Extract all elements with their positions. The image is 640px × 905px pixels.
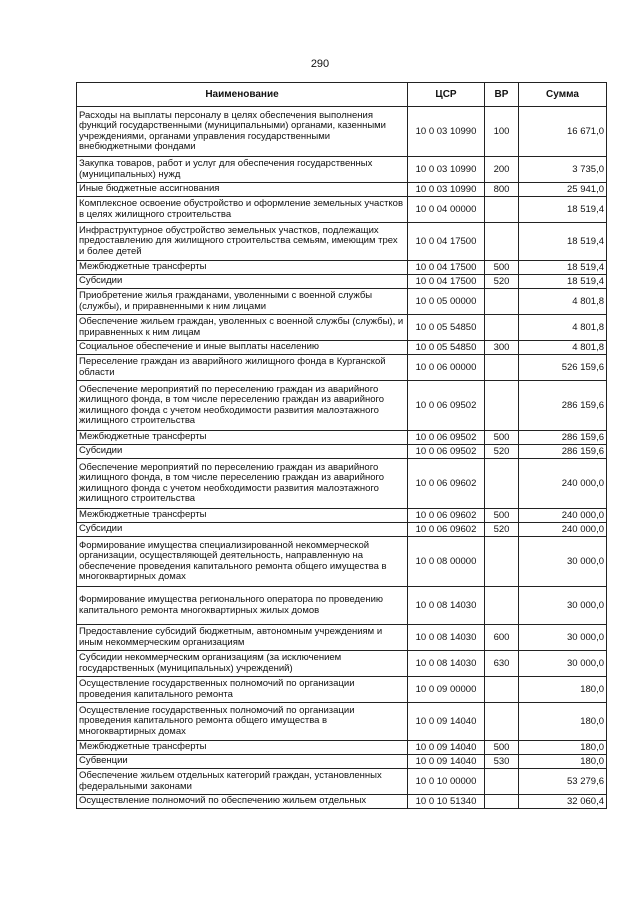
budget-table (76, 82, 607, 809)
cell-csr: 10 0 06 09502 (408, 431, 485, 445)
table-row (77, 703, 607, 741)
cell-name: Приобретение жилья гражданами, уволенными с военной службы (службы), и приравненными к ним лицами (77, 289, 408, 315)
cell-csr: 10 0 06 00000 (408, 355, 485, 381)
cell-name: Субсидии (77, 523, 408, 537)
header-csr: ЦСР (408, 83, 485, 107)
cell-vr: 500 (485, 741, 519, 755)
header-name: Наименование (77, 83, 408, 107)
cell-sum: 180,0 (519, 755, 607, 769)
table-header-row (77, 83, 607, 107)
cell-name: Субсидии (77, 445, 408, 459)
cell-sum: 30 000,0 (519, 651, 607, 677)
table-row (77, 431, 607, 445)
table-row (77, 459, 607, 509)
cell-vr (485, 197, 519, 223)
cell-csr: 10 0 08 14030 (408, 651, 485, 677)
cell-csr: 10 0 03 10990 (408, 107, 485, 157)
table-row (77, 509, 607, 523)
cell-csr: 10 0 04 17500 (408, 261, 485, 275)
cell-name: Осуществление полномочий по обеспечению жильем отдельных (77, 795, 408, 809)
cell-vr (485, 355, 519, 381)
cell-vr (485, 769, 519, 795)
cell-vr: 300 (485, 341, 519, 355)
cell-csr: 10 0 06 09502 (408, 445, 485, 459)
cell-vr: 520 (485, 275, 519, 289)
cell-csr: 10 0 05 54850 (408, 315, 485, 341)
cell-sum: 180,0 (519, 703, 607, 741)
cell-csr: 10 0 06 09502 (408, 381, 485, 431)
table-row (77, 341, 607, 355)
table-row (77, 587, 607, 625)
cell-vr: 500 (485, 431, 519, 445)
cell-sum: 286 159,6 (519, 431, 607, 445)
cell-sum: 4 801,8 (519, 341, 607, 355)
table-row (77, 381, 607, 431)
cell-name: Осуществление государственных полномочий по организации проведения капитального ремонта (77, 677, 408, 703)
cell-csr: 10 0 06 09602 (408, 523, 485, 537)
cell-vr: 530 (485, 755, 519, 769)
cell-sum: 3 735,0 (519, 157, 607, 183)
cell-name: Субсидии некоммерческим организациям (за исключением государственных (муниципальных) учреждений) (77, 651, 408, 677)
cell-name: Формирование имущества регионального оператора по проведению капитального ремонта многоквартирных жилых домов (77, 587, 408, 625)
cell-csr: 10 0 09 14040 (408, 755, 485, 769)
cell-name: Обеспечение мероприятий по переселению граждан из аварийного жилищного фонда, в том числе переселению граждан из аварийного жилищного фонда с учетом необходимости развития малоэтажного жилищного строительства (77, 381, 408, 431)
cell-name: Межбюджетные трансферты (77, 261, 408, 275)
cell-vr (485, 315, 519, 341)
cell-vr (485, 537, 519, 587)
cell-name: Инфраструктурное обустройство земельных участков, подлежащих предоставлению для жилищного строительства семьям, имеющим трех и более детей (77, 223, 408, 261)
cell-sum: 53 279,6 (519, 769, 607, 795)
cell-sum: 240 000,0 (519, 523, 607, 537)
cell-csr: 10 0 06 09602 (408, 459, 485, 509)
table-row (77, 625, 607, 651)
cell-name: Расходы на выплаты персоналу в целях обеспечения выполнения функций государственными (муниципальными) органами, казенными учреждениями, органами управления государственными внебюджетными фондами (77, 107, 408, 157)
cell-name: Обеспечение мероприятий по переселению граждан из аварийного жилищного фонда, в том числе переселению граждан из аварийного жилищного фонда с учетом необходимости развития малоэтажного жилищного строительства (77, 459, 408, 509)
cell-vr: 200 (485, 157, 519, 183)
table-row (77, 755, 607, 769)
cell-vr: 600 (485, 625, 519, 651)
cell-name: Переселение граждан из аварийного жилищного фонда в Курганской области (77, 355, 408, 381)
cell-csr: 10 0 10 51340 (408, 795, 485, 809)
cell-csr: 10 0 04 00000 (408, 197, 485, 223)
table-row (77, 289, 607, 315)
header-sum: Сумма (519, 83, 607, 107)
cell-vr (485, 677, 519, 703)
page-number: 290 (310, 58, 330, 70)
cell-vr: 500 (485, 509, 519, 523)
cell-csr: 10 0 03 10990 (408, 183, 485, 197)
cell-sum: 30 000,0 (519, 537, 607, 587)
cell-vr: 500 (485, 261, 519, 275)
cell-sum: 16 671,0 (519, 107, 607, 157)
cell-sum: 4 801,8 (519, 289, 607, 315)
cell-name: Межбюджетные трансферты (77, 431, 408, 445)
cell-sum: 526 159,6 (519, 355, 607, 381)
cell-sum: 180,0 (519, 677, 607, 703)
cell-sum: 286 159,6 (519, 381, 607, 431)
table-row (77, 261, 607, 275)
cell-vr: 520 (485, 445, 519, 459)
cell-vr (485, 289, 519, 315)
header-vr: ВР (485, 83, 519, 107)
cell-vr (485, 587, 519, 625)
cell-name: Субвенции (77, 755, 408, 769)
table-row (77, 275, 607, 289)
table-row (77, 183, 607, 197)
cell-sum: 30 000,0 (519, 625, 607, 651)
cell-csr: 10 0 09 14040 (408, 703, 485, 741)
cell-csr: 10 0 09 00000 (408, 677, 485, 703)
cell-csr: 10 0 05 54850 (408, 341, 485, 355)
table-row (77, 445, 607, 459)
cell-csr: 10 0 04 17500 (408, 223, 485, 261)
table-row (77, 197, 607, 223)
cell-name: Формирование имущества специализированной некоммерческой организации, осуществляющей деятельность, направленную на обеспечение проведения капитального ремонта общего имущества в многоквартирных домах (77, 537, 408, 587)
table-row (77, 795, 607, 809)
table-row (77, 741, 607, 755)
cell-name: Осуществление государственных полномочий по организации проведения капитального ремонта общего имущества в многоквартирных домах (77, 703, 408, 741)
table-row (77, 157, 607, 183)
table-row (77, 355, 607, 381)
cell-csr: 10 0 05 00000 (408, 289, 485, 315)
cell-csr: 10 0 09 14040 (408, 741, 485, 755)
cell-csr: 10 0 10 00000 (408, 769, 485, 795)
cell-csr: 10 0 04 17500 (408, 275, 485, 289)
table-row (77, 537, 607, 587)
cell-sum: 18 519,4 (519, 223, 607, 261)
cell-sum: 180,0 (519, 741, 607, 755)
cell-csr: 10 0 08 14030 (408, 587, 485, 625)
cell-csr: 10 0 03 10990 (408, 157, 485, 183)
cell-sum: 18 519,4 (519, 275, 607, 289)
table-row (77, 107, 607, 157)
cell-vr: 520 (485, 523, 519, 537)
cell-vr (485, 703, 519, 741)
cell-sum: 4 801,8 (519, 315, 607, 341)
cell-name: Социальное обеспечение и иные выплаты населению (77, 341, 408, 355)
cell-sum: 240 000,0 (519, 459, 607, 509)
table-row (77, 769, 607, 795)
cell-vr (485, 459, 519, 509)
table-row (77, 523, 607, 537)
cell-vr (485, 381, 519, 431)
cell-vr: 800 (485, 183, 519, 197)
cell-sum: 30 000,0 (519, 587, 607, 625)
cell-name: Субсидии (77, 275, 408, 289)
cell-vr: 100 (485, 107, 519, 157)
cell-csr: 10 0 06 09602 (408, 509, 485, 523)
cell-sum: 25 941,0 (519, 183, 607, 197)
cell-name: Иные бюджетные ассигнования (77, 183, 408, 197)
cell-vr (485, 795, 519, 809)
cell-sum: 18 519,4 (519, 261, 607, 275)
cell-csr: 10 0 08 14030 (408, 625, 485, 651)
cell-vr (485, 223, 519, 261)
cell-name: Межбюджетные трансферты (77, 509, 408, 523)
cell-vr: 630 (485, 651, 519, 677)
cell-csr: 10 0 08 00000 (408, 537, 485, 587)
cell-name: Комплексное освоение обустройство и оформление земельных участков в целях жилищного строительства (77, 197, 408, 223)
cell-sum: 18 519,4 (519, 197, 607, 223)
cell-sum: 32 060,4 (519, 795, 607, 809)
cell-name: Обеспечение жильем отдельных категорий граждан, установленных федеральными законами (77, 769, 408, 795)
table-row (77, 651, 607, 677)
cell-name: Закупка товаров, работ и услуг для обеспечения государственных (муниципальных) нужд (77, 157, 408, 183)
cell-name: Межбюджетные трансферты (77, 741, 408, 755)
cell-sum: 240 000,0 (519, 509, 607, 523)
cell-name: Предоставление субсидий бюджетным, автономным учреждениям и иным некоммерческим организациям (77, 625, 408, 651)
table-row (77, 315, 607, 341)
table-row (77, 223, 607, 261)
table-row (77, 677, 607, 703)
cell-sum: 286 159,6 (519, 445, 607, 459)
table-body (77, 107, 607, 809)
cell-name: Обеспечение жильем граждан, уволенных с военной службы (службы), и приравненных к ним лицам (77, 315, 408, 341)
